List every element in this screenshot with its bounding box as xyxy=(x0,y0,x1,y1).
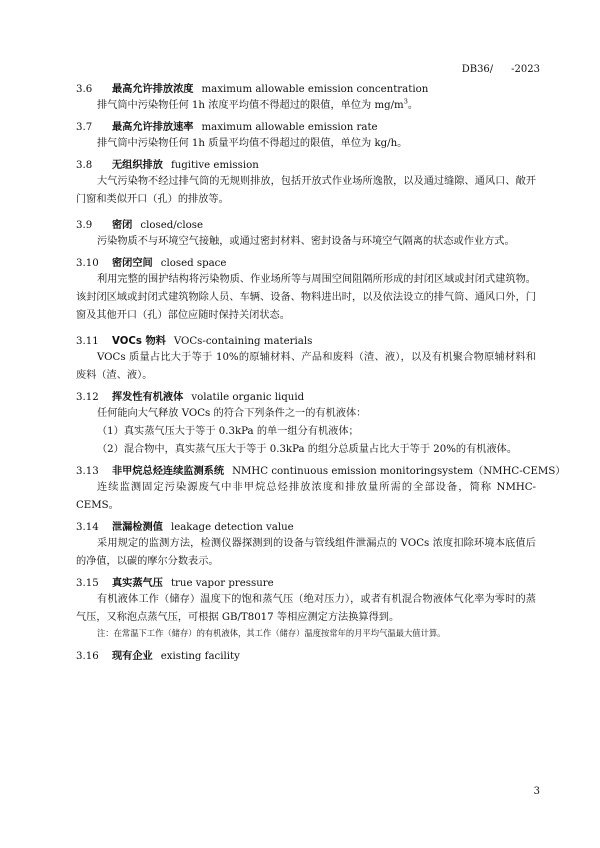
section-body: 任何能向大气释放 VOCs 的符合下列条件之一的有机液体： xyxy=(97,408,367,419)
page-number: 3 xyxy=(533,786,540,797)
section-body: 利用完整的围护结构将污染物质、作业场所等与周围空间阻隔所形成的封闭区域或封闭式建筑物。该封闭区域或封闭式建筑物除人员、车辆、设备、物料进出时，以及依法设立的排气筒、通风口外，门窗及其他开口（孔）部位应随时保持关闭状态。 xyxy=(76,274,536,321)
list-item: （1）真实蒸气压大于等于 0.3kPa 的单一组分有机液体； xyxy=(97,426,359,437)
section-heading: 3.16 现有企业 existing facility xyxy=(76,651,240,662)
section-body: 连续监测固定污染源废气中非甲烷总烃排放浓度和排放量所需的全部设备，简称 NMHC-CEMS。 xyxy=(76,482,536,511)
section-heading: 3.12 挥发性有机液体 volatile organic liquid xyxy=(76,392,305,403)
definitions-content xyxy=(76,82,566,664)
section-body: 排气筒中污染物任何 1h 浓度平均值不得超过的限值，单位为 $mg/m^3$。 xyxy=(97,97,419,111)
document-code xyxy=(462,64,540,75)
list-item: （2）混合物中，真实蒸气压大于等于 0.3kPa 的组分总质量占比大于等于 20%的有机液体。 xyxy=(97,444,518,455)
section-heading: 3.8 无组织排放 fugitive emission xyxy=(76,160,259,171)
section-heading: 3.14 泄漏检测值 leakage detection value xyxy=(76,522,294,533)
section-body: 采用规定的监测方法，检测仪器探测到的设备与管线组件泄漏点的 VOCs 浓度扣除环境本底值后的净值，以碳的摩尔分数表示。 xyxy=(76,538,536,567)
section-body: 排气筒中污染物任何 1h 质量平均值不得超过的限值，单位为 kg/h。 xyxy=(97,138,408,149)
section-body: VOCs 质量占比大于等于 10%的原辅材料、产品和废料（渣、液），以及有机聚合物原辅材料和废料（渣、液）。 xyxy=(76,352,536,381)
section-heading: 3.9 密闭 closed/close xyxy=(76,220,204,231)
doc-code-prefix: DB36/ xyxy=(461,64,494,75)
section-body: 有机液体工作（储存）温度下的饱和蒸气压（绝对压力），或者有机混合物液体气化率为零时的蒸气压，又称泡点蒸气压，可根据 GB/T8017 等相应测定方法换算得到。 xyxy=(76,594,536,623)
section-body: 污染物质不与环境空气接触，或通过密封材料、密封设备与环境空气隔离的状态或作业方式。 xyxy=(97,236,515,247)
section-heading: 3.11 VOCs 物料 VOCs-containing materials xyxy=(76,336,313,347)
doc-code-suffix: -2023 xyxy=(511,64,540,75)
section-heading: 3.13 非甲烷总烃连续监测系统 NMHC continuous emission monitoringsystem（NMHC-CEMS） xyxy=(76,466,566,477)
section-heading: 3.6 最高允许排放浓度 maximum allowable emission concentration xyxy=(76,84,429,95)
section-heading: 3.7 最高允许排放速率 maximum allowable emission rate xyxy=(76,122,378,133)
section-heading: 3.10 密闭空间 closed space xyxy=(76,258,227,269)
section-body: 大气污染物不经过排气筒的无规则排放，包括开放式作业场所逸散，以及通过缝隙、通风口、敞开门窗和类似开口（孔）的排放等。 xyxy=(76,176,536,205)
section-heading: 3.15 真实蒸气压 true vapor pressure xyxy=(76,578,274,589)
section-note: 注：在常温下工作（储存）的有机液体，其工作（储存）温度按常年的月平均气温最大值计算。 xyxy=(97,628,446,638)
